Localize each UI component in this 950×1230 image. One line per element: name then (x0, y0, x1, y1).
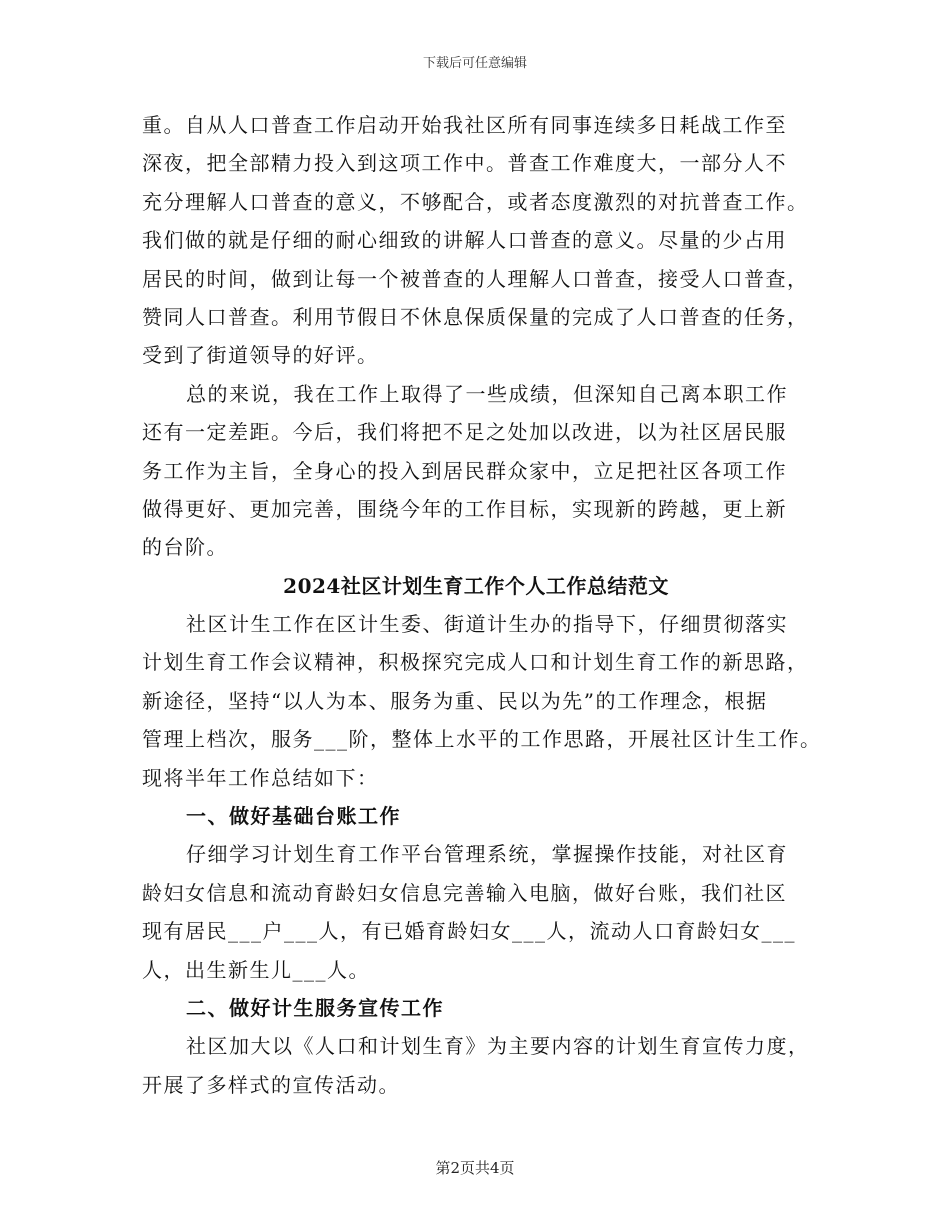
section-heading: 一、做好基础台账工作 (186, 804, 401, 829)
text-line: 深夜，把全部精力投入到这项工作中。普查工作难度大，一部分人不 (142, 151, 787, 176)
text-line: 新途径，坚持“以人为本、服务为重、民以为先”的工作理念，根据 (142, 688, 768, 713)
text-line: 总的来说，我在工作上取得了一些成绩，但深知自己离本职工作 (186, 381, 788, 406)
text-line: 龄妇女信息和流动育龄妇女信息完善输入电脑，做好台账，我们社区 (142, 880, 787, 905)
text-line: 计划生育工作会议精神，积极探究完成人口和计划生育工作的新思路， (142, 650, 809, 675)
text-line: 赞同人口普查。利用节假日不休息保质保量的完成了人口普查的任务， (142, 304, 809, 329)
text-line: 做得更好、更加完善，围绕今年的工作目标，实现新的跨越，更上新 (142, 496, 787, 521)
text-line: 我们做的就是仔细的耐心细致的讲解人口普查的意义。尽量的少占用 (142, 228, 787, 253)
text-line: 务工作为主旨，全身心的投入到居民群众家中，立足把社区各项工作 (142, 458, 787, 483)
text-line: 管理上档次，服务___阶，整体上水平的工作思路，开展社区计生工作。 (142, 727, 822, 752)
text-line: 社区计生工作在区计生委、街道计生办的指导下，仔细贯彻落实 (186, 612, 788, 637)
text-line: 人，出生新生儿___人。 (142, 957, 370, 982)
document-body (142, 106, 822, 1104)
text-line: 开展了多样式的宣传活动。 (142, 1072, 400, 1097)
text-line: 受到了街道领导的好评。 (142, 343, 379, 368)
text-line: 居民的时间，做到让每一个被普查的人理解人口普查，接受人口普查， (142, 266, 809, 291)
document-title: 2024社区计划生育工作个人工作总结范文 (283, 573, 669, 598)
page-header: 下载后可任意编辑 (422, 56, 527, 71)
text-line: 还有一定差距。今后，我们将把不足之处加以改进，以为社区居民服 (142, 420, 787, 445)
text-line: 仔细学习计划生育工作平台管理系统，掌握操作技能，对社区育 (186, 842, 788, 867)
section-heading: 二、做好计生服务宣传工作 (186, 995, 444, 1020)
text-line: 重。自从人口普查工作启动开始我社区所有同事连续多日耗战工作至 (142, 113, 787, 137)
text-line: 的台阶。 (142, 535, 228, 560)
text-line: 社区加大以《人口和计划生育》为主要内容的计划生育宣传力度， (186, 1034, 810, 1059)
text-line: 现有居民___户___人，有已婚育龄妇女___人，流动人口育龄妇女___ (142, 919, 796, 944)
text-line: 充分理解人口普查的意义，不够配合，或者态度激烈的对抗普查工作。 (142, 189, 809, 214)
text-line: 现将半年工作总结如下： (142, 765, 379, 790)
page-number: 第2页共4页 (435, 1159, 515, 1177)
